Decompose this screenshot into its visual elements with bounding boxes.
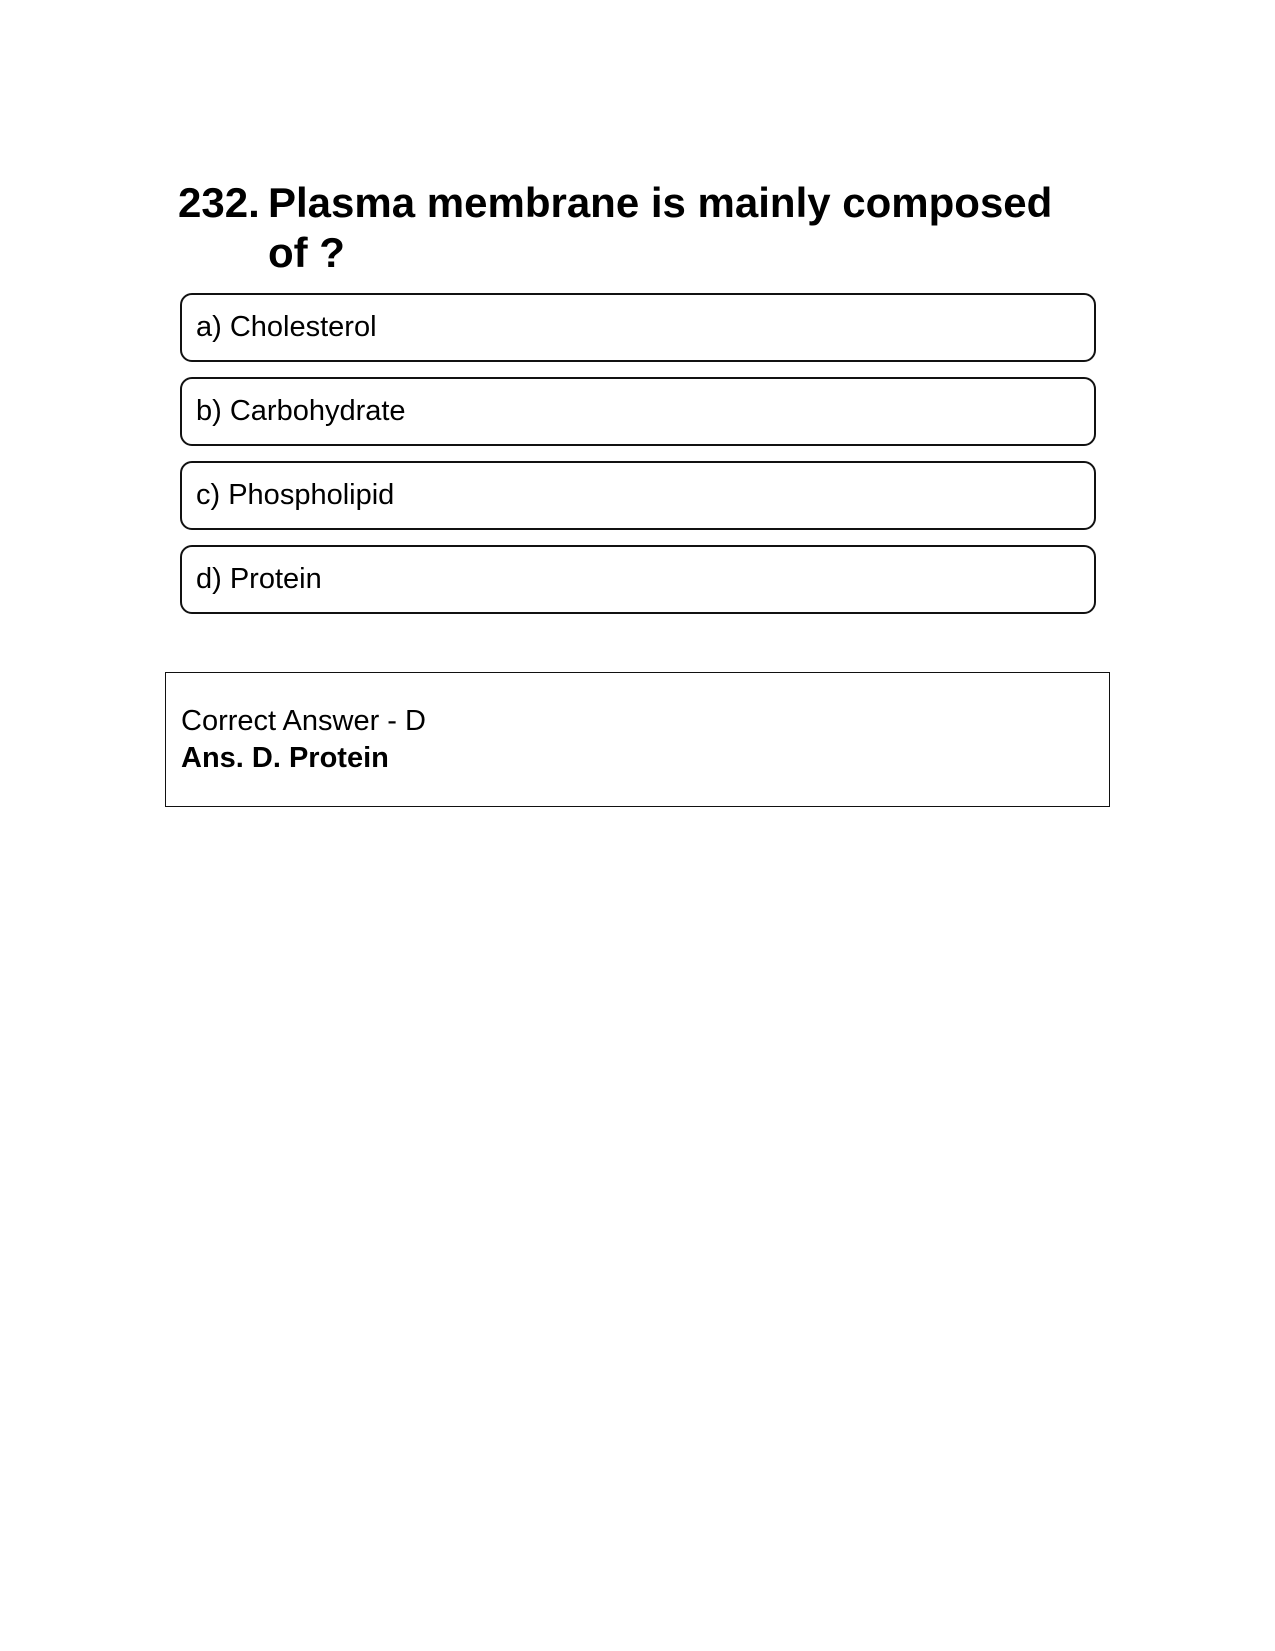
option-a[interactable]: a) Cholesterol xyxy=(180,293,1096,362)
option-b[interactable]: b) Carbohydrate xyxy=(180,377,1096,446)
answer-explanation: Ans. D. Protein xyxy=(181,742,389,774)
question-number: 232. xyxy=(178,179,260,226)
correct-answer-line: Correct Answer - D xyxy=(181,705,426,737)
option-c[interactable]: c) Phospholipid xyxy=(180,461,1096,530)
answer-box xyxy=(165,672,1110,807)
question xyxy=(178,178,1078,278)
option-d[interactable]: d) Protein xyxy=(180,545,1096,614)
options-list xyxy=(180,293,1096,629)
question-text: Plasma membrane is mainly composed of ? xyxy=(268,179,1053,276)
